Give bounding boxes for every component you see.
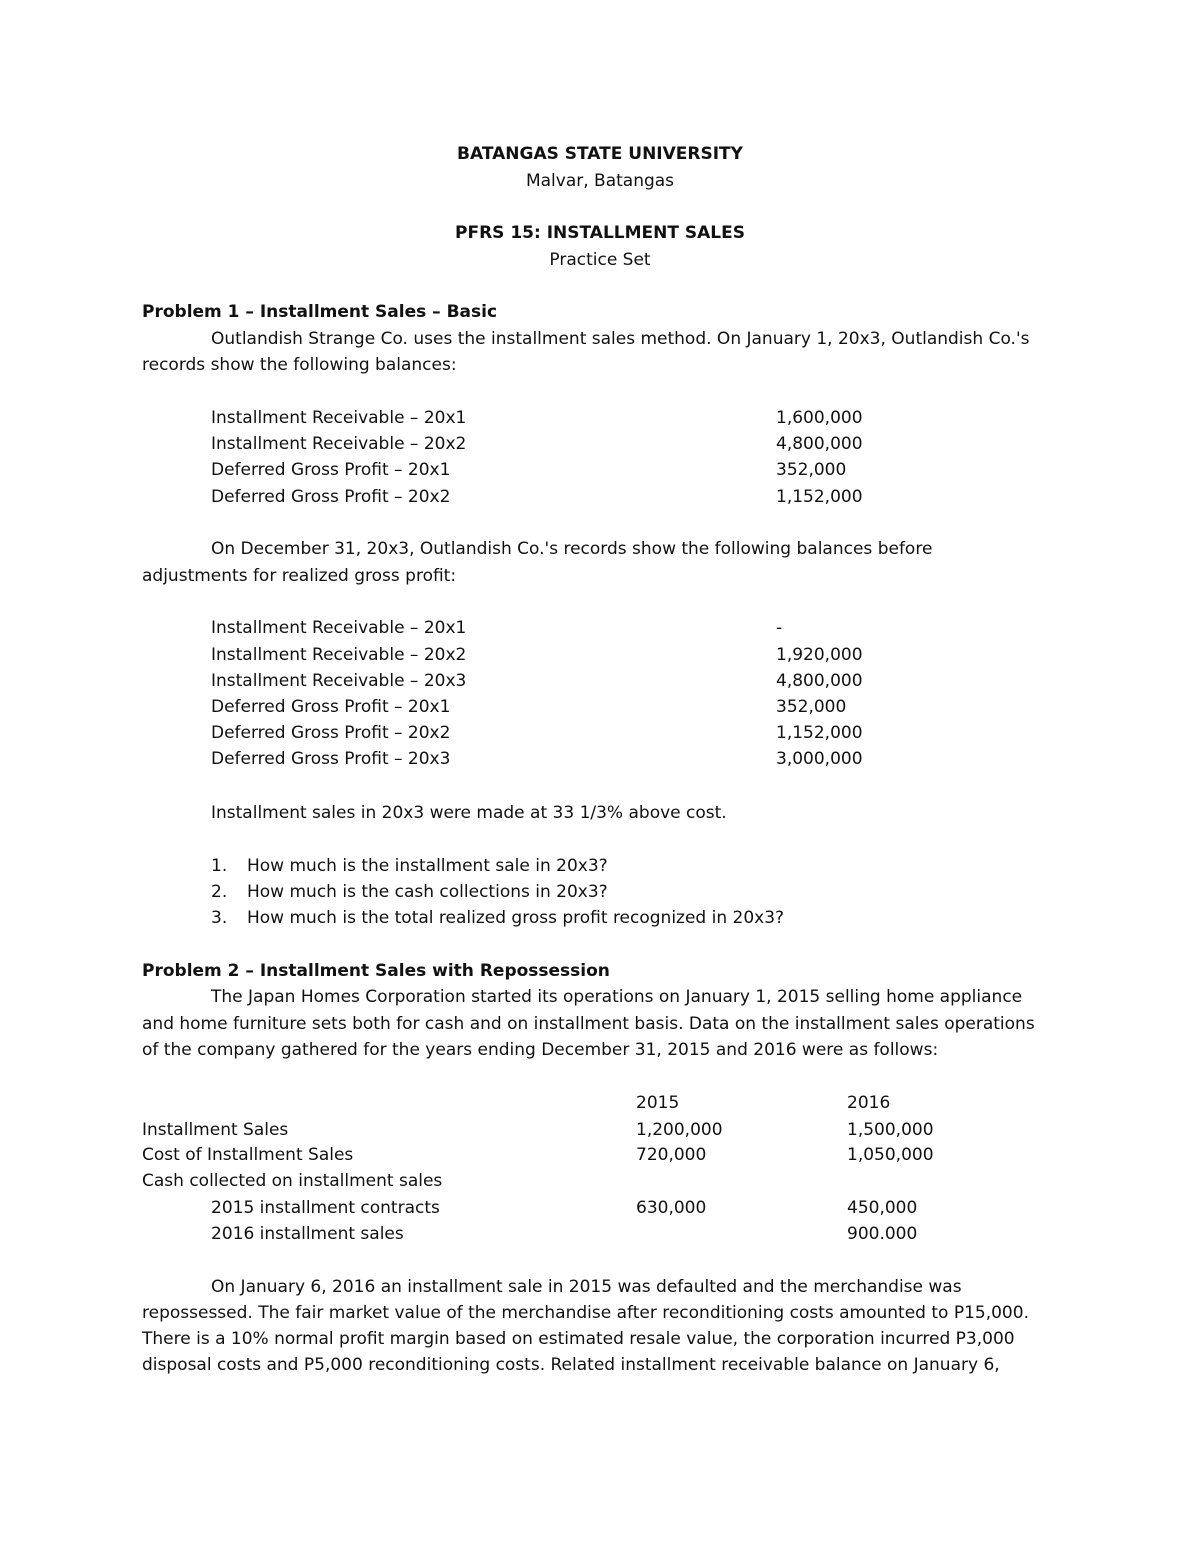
table-cell-2015: 1,200,000 <box>636 1120 723 1140</box>
table-header-2016: 2016 <box>847 1093 891 1113</box>
closing-balance-label: Deferred Gross Profit – 20x3 <box>211 749 451 769</box>
question-number: 1. <box>211 856 228 876</box>
problem2-para2-line1: On January 6, 2016 an installment sale in 2015 was defaulted and the merchandise was <box>211 1277 962 1297</box>
opening-balance-value: 1,600,000 <box>776 408 863 428</box>
opening-balance-label: Installment Receivable – 20x2 <box>211 434 467 454</box>
document-title: PFRS 15: INSTALLMENT SALES <box>455 223 745 243</box>
table-cell-2016: 900.000 <box>847 1224 918 1244</box>
closing-balance-label: Installment Receivable – 20x1 <box>211 618 467 638</box>
table-row-label: Installment Sales <box>142 1120 289 1140</box>
closing-balance-value: 1,152,000 <box>776 723 863 743</box>
closing-balance-label: Installment Receivable – 20x3 <box>211 671 467 691</box>
problem1-intro-line1: Outlandish Strange Co. uses the installment sales method. On January 1, 20x3, Outlandish Co.'s <box>211 329 1030 349</box>
university-location: Malvar, Batangas <box>525 171 675 191</box>
document-subtitle: Practice Set <box>549 250 651 270</box>
question-text: How much is the cash collections in 20x3? <box>247 882 608 902</box>
table-cell-2016: 450,000 <box>847 1198 918 1218</box>
table-cell-2015: 720,000 <box>636 1145 707 1165</box>
problem2-intro-line2: and home furniture sets both for cash and on installment basis. Data on the installment sales operations <box>142 1014 1035 1034</box>
table-header-2015: 2015 <box>636 1093 680 1113</box>
problem2-title: Problem 2 – Installment Sales with Repossession <box>142 961 610 981</box>
closing-balance-label: Deferred Gross Profit – 20x1 <box>211 697 451 717</box>
opening-balance-label: Deferred Gross Profit – 20x1 <box>211 460 451 480</box>
question-text: How much is the installment sale in 20x3? <box>247 856 608 876</box>
problem1-intro-line2: records show the following balances: <box>142 355 457 375</box>
opening-balance-value: 352,000 <box>776 460 847 480</box>
question-number: 2. <box>211 882 228 902</box>
closing-balance-value: 352,000 <box>776 697 847 717</box>
closing-balance-label: Deferred Gross Profit – 20x2 <box>211 723 451 743</box>
markup-note: Installment sales in 20x3 were made at 33 1/3% above cost. <box>211 803 727 823</box>
closing-balance-value: 4,800,000 <box>776 671 863 691</box>
table-row-label: 2015 installment contracts <box>211 1198 440 1218</box>
closing-balance-value: 3,000,000 <box>776 749 863 769</box>
problem1-para2-line1: On December 31, 20x3, Outlandish Co.'s records show the following balances before <box>211 539 933 559</box>
opening-balance-label: Installment Receivable – 20x1 <box>211 408 467 428</box>
closing-balance-value: - <box>776 618 783 638</box>
opening-balance-label: Deferred Gross Profit – 20x2 <box>211 487 451 507</box>
problem2-intro-line3: of the company gathered for the years ending December 31, 2015 and 2016 were as follows: <box>142 1040 939 1060</box>
problem1-para2-line2: adjustments for realized gross profit: <box>142 566 457 586</box>
table-cell-2016: 1,500,000 <box>847 1120 934 1140</box>
table-row-label: Cost of Installment Sales <box>142 1145 354 1165</box>
table-row-label: Cash collected on installment sales <box>142 1171 443 1191</box>
question-text: How much is the total realized gross profit recognized in 20x3? <box>247 908 785 928</box>
closing-balance-label: Installment Receivable – 20x2 <box>211 645 467 665</box>
problem2-intro-line1: The Japan Homes Corporation started its operations on January 1, 2015 selling home appliance <box>211 987 1023 1007</box>
opening-balance-value: 1,152,000 <box>776 487 863 507</box>
university-name: BATANGAS STATE UNIVERSITY <box>457 144 743 164</box>
opening-balance-value: 4,800,000 <box>776 434 863 454</box>
question-number: 3. <box>211 908 228 928</box>
problem1-title: Problem 1 – Installment Sales – Basic <box>142 302 498 322</box>
closing-balance-value: 1,920,000 <box>776 645 863 665</box>
table-cell-2016: 1,050,000 <box>847 1145 934 1165</box>
problem2-para2-line4: disposal costs and P5,000 reconditioning costs. Related installment receivable balance on January 6, <box>142 1355 1000 1375</box>
table-row-label: 2016 installment sales <box>211 1224 404 1244</box>
problem2-para2-line2: repossessed. The fair market value of the merchandise after reconditioning costs amounted to P15,000. <box>142 1303 1029 1323</box>
problem2-para2-line3: There is a 10% normal profit margin based on estimated resale value, the corporation incurred P3,000 <box>142 1329 1015 1349</box>
table-cell-2015: 630,000 <box>636 1198 707 1218</box>
